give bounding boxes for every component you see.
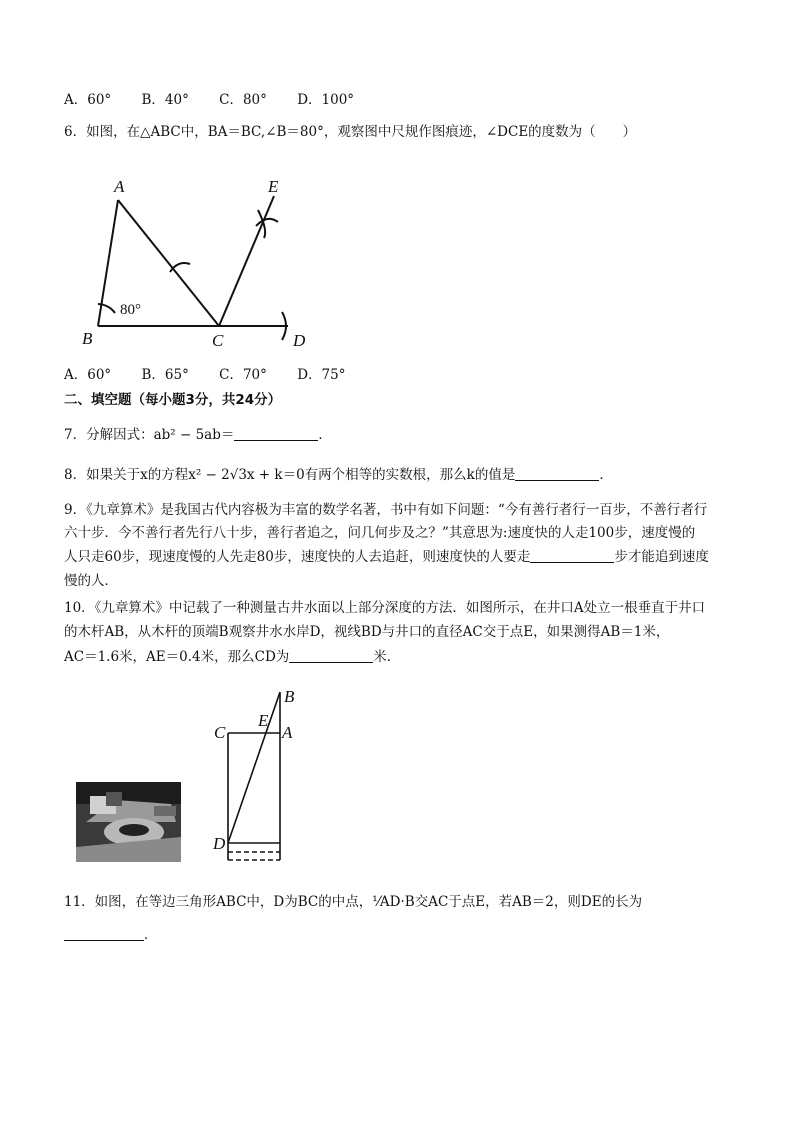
label-c: C bbox=[212, 331, 224, 350]
well-photo bbox=[76, 782, 181, 862]
angle-label: 80° bbox=[120, 302, 141, 318]
q8-question bbox=[64, 465, 613, 485]
q11-answer-blank[interactable] bbox=[64, 926, 144, 941]
q11-line-2 bbox=[64, 925, 158, 945]
q6-option-b: B．65° bbox=[141, 367, 189, 383]
section-title: 二、填空题（每小题3分，共24分） bbox=[64, 392, 282, 408]
q6-option-d: D．75° bbox=[297, 367, 346, 383]
label-a: A bbox=[114, 177, 125, 196]
q8-answer-blank[interactable] bbox=[515, 466, 599, 481]
label-e: E bbox=[258, 711, 269, 730]
q7-prefix: 7．分解因式：ab² − 5ab＝ bbox=[64, 427, 235, 443]
q9-line-2: 六十步．今不善行者先行八十步，善行者追之，问几何步及之？”其意思为:速度快的人走100步，速度慢的 bbox=[64, 525, 696, 541]
sight-line-bd bbox=[228, 692, 280, 843]
q5-option-c: C．80° bbox=[219, 92, 267, 108]
q11-line-2-suffix: ． bbox=[144, 927, 158, 943]
label-d: D bbox=[213, 834, 226, 853]
q5-option-a: A．60° bbox=[64, 92, 112, 108]
q6-options bbox=[64, 365, 371, 385]
label-c: C bbox=[214, 723, 226, 742]
q5-options bbox=[64, 90, 380, 110]
q9-answer-blank[interactable] bbox=[530, 548, 614, 563]
q10-line-1: 10．《九章算术》中记载了一种测量古井水面以上部分深度的方法．如图所示，在井口A处立一根垂直于井口 bbox=[64, 600, 706, 616]
q10-answer-blank[interactable] bbox=[289, 648, 373, 663]
arc-mark-ac bbox=[170, 263, 190, 272]
q8-suffix: ． bbox=[599, 467, 613, 483]
q7-question bbox=[64, 425, 332, 445]
label-e: E bbox=[268, 177, 279, 196]
q10-line-2: 的木杆AB，从木杆的顶端B观察井水水岸D，视线BD与井口的直径AC交于点E，如果测得AB＝1米， bbox=[64, 624, 670, 640]
q9-line-4: 慢的人． bbox=[64, 573, 118, 589]
q6-question: 6．如图，在△ABC中，BA＝BC,∠B＝80°，观察图中尺规作图痕迹，∠DCE的度数为（ ） bbox=[64, 124, 637, 140]
ray-ce bbox=[219, 196, 274, 326]
q10-figure bbox=[210, 686, 300, 864]
arc-mark-e1 bbox=[256, 219, 278, 226]
q10-line-3-suffix: 米． bbox=[373, 649, 401, 665]
q9-line-1: 9．《九章算术》是我国古代内容极为丰富的数学名著，书中有如下问题：“今有善行者行一百步，不善行者行 bbox=[64, 502, 708, 518]
q10-line-3 bbox=[64, 647, 400, 667]
q9-line-3-suffix: 步才能追到速度 bbox=[614, 549, 709, 565]
label-a: A bbox=[282, 723, 293, 742]
q8-prefix: 8．如果关于x的方程x² − 2√3x + k＝0有两个相等的实数根，那么k的值是 bbox=[64, 467, 516, 483]
q10-line-3-prefix: AC＝1.6米，AE＝0.4米，那么CD为 bbox=[64, 649, 290, 665]
q11-line-1: 11．如图，在等边三角形ABC中，D为BC的中点，⅟AD·B交AC于点E，若AB＝2，则DE的长为 bbox=[64, 894, 643, 910]
q5-option-b: B．40° bbox=[141, 92, 189, 108]
q7-suffix: ． bbox=[318, 427, 332, 443]
label-d: D bbox=[293, 331, 306, 350]
q7-answer-blank[interactable] bbox=[234, 426, 318, 441]
q6-option-c: C．70° bbox=[219, 367, 267, 383]
label-b: B bbox=[284, 687, 295, 706]
q5-option-d: D．100° bbox=[297, 92, 355, 108]
label-b: B bbox=[82, 329, 93, 348]
q6-figure bbox=[78, 172, 328, 352]
q9-line-3-prefix: 人只走60步，现速度慢的人先走80步，速度快的人去追赶，则速度快的人要走 bbox=[64, 549, 531, 565]
q9-line-3 bbox=[64, 547, 709, 567]
q6-option-a: A．60° bbox=[64, 367, 112, 383]
